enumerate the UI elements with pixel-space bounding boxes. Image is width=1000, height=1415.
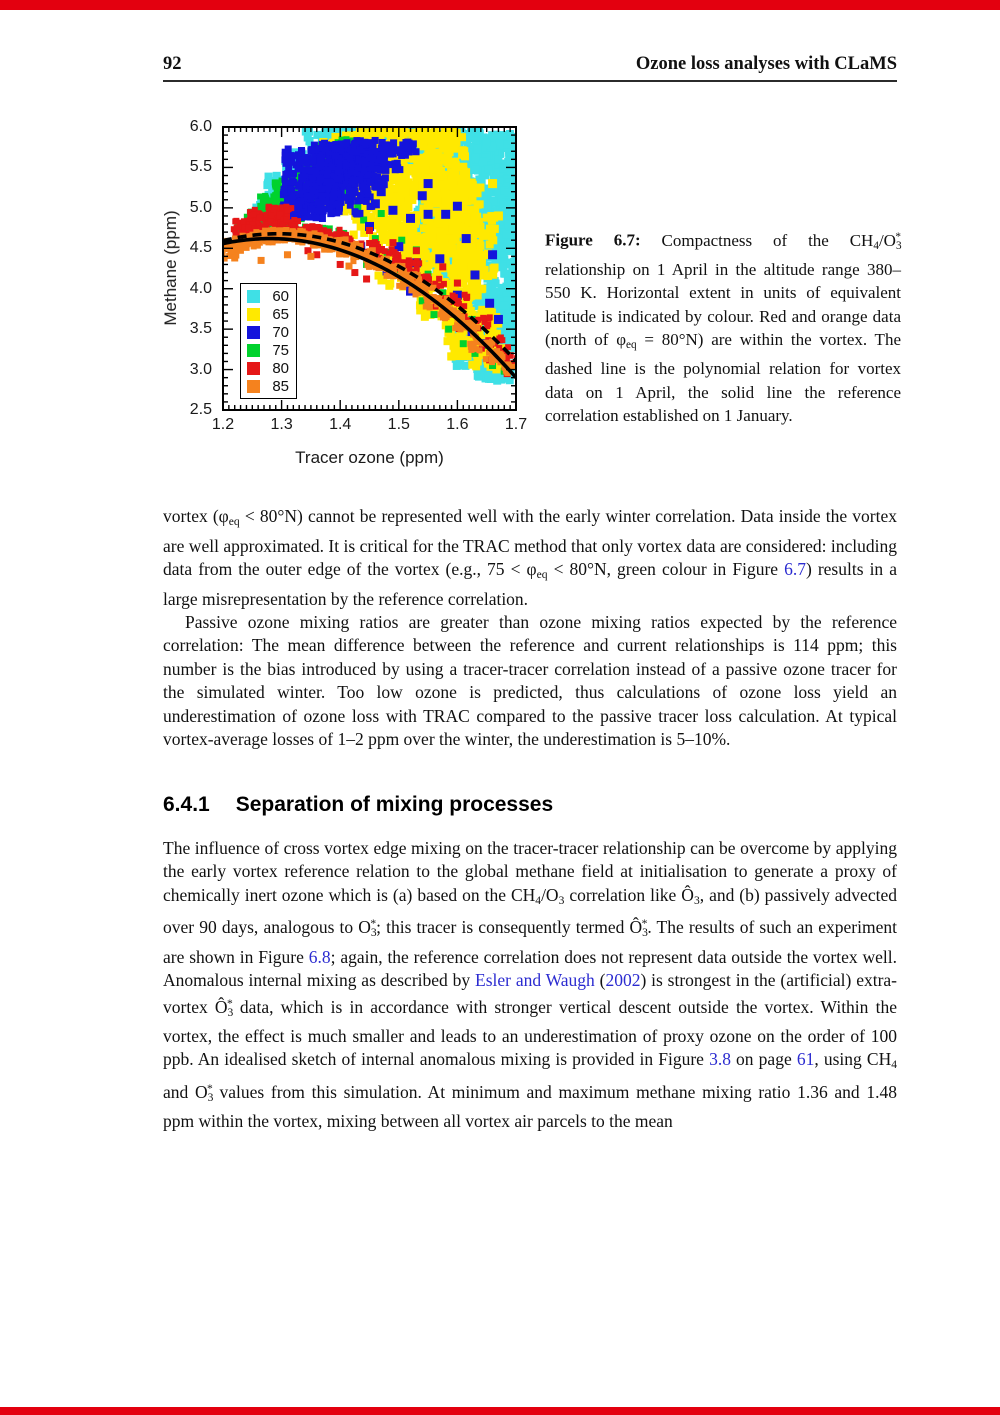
subscript: 3 bbox=[370, 927, 377, 940]
subscript: 3 bbox=[895, 239, 902, 252]
legend-swatch-65 bbox=[247, 308, 260, 321]
legend-label: 85 bbox=[272, 377, 289, 395]
reference-link[interactable]: 2002 bbox=[605, 970, 641, 991]
figure-caption bbox=[545, 226, 901, 427]
legend-item bbox=[241, 341, 296, 359]
legend-item bbox=[241, 359, 296, 377]
legend-swatch-70 bbox=[247, 326, 260, 339]
legend-swatch-60 bbox=[247, 290, 260, 303]
x-tick-label: 1.6 bbox=[446, 416, 469, 433]
y-tick-label: 6.0 bbox=[189, 118, 212, 135]
y-tick-label: 2.5 bbox=[189, 401, 212, 418]
legend-swatch-80 bbox=[247, 362, 260, 375]
legend-label: 80 bbox=[272, 359, 289, 377]
y-tick-label: 5.5 bbox=[189, 158, 212, 176]
legend-item bbox=[241, 287, 296, 305]
y-tick-label: 4.0 bbox=[189, 279, 212, 297]
superscript: * bbox=[895, 231, 901, 243]
subscript: eq bbox=[228, 516, 240, 529]
subscript: eq bbox=[626, 339, 637, 352]
figure-caption-text: Compactness of the $CH_4/O_3^*$ relationship on 1 April in the altitude range 380–550 K. Horizontal extent in units of equivalent latitude is indicated by colour. Red and orange data (north of $\varphi_{eq} = 80^\circ N$) are within the vortex. The dashed line is the polynomial relation for vortex data on 1 April, the solid line the reference correlation established on 1 January. bbox=[545, 230, 902, 425]
section-number: 6.4.1 bbox=[163, 792, 210, 816]
subscript: eq bbox=[536, 569, 548, 582]
page-number: 92 bbox=[163, 54, 182, 74]
paragraph-3: The influence of cross vortex edge mixing on the tracer-tracer relationship can be overcome by applying the early vortex reference relation to the global methane field at initialisation to generate a proxy of chemically inert ozone which is (a) based on the $CH_4/O_3$ correlation like $Ô_3$, and (b) passively advected over 90 days, analogous to $O_3^*$; this tracer is consequently termed $Ô_3^*$. The results of such an experiment are shown in Figure 6.8; again, the reference correlation does not represent data outside the vortex well. Anomalous internal mixing as described by Esler and Waugh (2002) is strongest in the (artificial) extra-vortex $Ô_3^*$ data, which is in accordance with stronger vertical descent outside the vortex. Within the vortex, the effect is much smaller and leads to an underestimation of proxy ozone on the order of 100 ppb. An idealised sketch of internal anomalous mixing is provided in Figure 3.8 on page 61, using $CH_4$ and $O_3^*$ values from this simulation. At minimum and maximum methane mixing ratio 1.36 and 1.48 ppm within the vortex, mixing between all vortex air parcels to the mean bbox=[163, 837, 898, 1132]
figure-caption-label: Figure 6.7: bbox=[545, 230, 641, 250]
x-tick-label: 1.7 bbox=[504, 416, 528, 433]
superscript: * bbox=[370, 918, 377, 931]
header-rule bbox=[163, 80, 897, 82]
legend-item bbox=[241, 377, 296, 395]
x-tick-label: 1.5 bbox=[387, 416, 410, 433]
x-tick-label: 1.3 bbox=[270, 416, 293, 433]
page-header bbox=[163, 54, 897, 75]
y-tick-label: 5.0 bbox=[189, 198, 212, 216]
legend-swatch-85 bbox=[247, 380, 260, 393]
section-heading bbox=[163, 793, 897, 816]
reference-link[interactable]: 6.7 bbox=[784, 559, 806, 580]
x-tick-label: 1.4 bbox=[329, 416, 352, 433]
running-title: Ozone loss analyses with CLaMS bbox=[635, 54, 897, 74]
section-title: Separation of mixing processes bbox=[235, 792, 554, 816]
legend-item bbox=[241, 323, 296, 341]
y-tick-label: 3.5 bbox=[189, 320, 212, 338]
reference-link[interactable]: 3.8 bbox=[709, 1049, 731, 1070]
y-tick-label: 3.0 bbox=[189, 360, 212, 378]
x-axis-title: Tracer ozone (ppm) bbox=[295, 448, 444, 467]
top-red-bar bbox=[0, 0, 1000, 10]
legend-item bbox=[241, 305, 296, 323]
subscript: 4 bbox=[891, 1059, 897, 1072]
paragraph-2: Passive ozone mixing ratios are greater than ozone mixing ratios expected by the reference correlation: The mean difference between the reference and current relationships is 114 ppm; this number is the bias introduced by using a tracer-tracer correlation instead of a passive ozone tracer for the simulated winter. Too low ozone is predicted, thus calculations of ozone loss yield an underestimation of ozone loss with TRAC compared to the passive tracer loss calculation. At typical vortex-average losses of 1–2 ppm over the winter, the underestimation is 5–10%. bbox=[163, 612, 897, 750]
body-text bbox=[163, 505, 897, 1134]
subscript: 3 bbox=[558, 894, 565, 907]
subscript: 4 bbox=[873, 239, 879, 252]
paragraph-1: vortex $(\varphi_{eq} < 80^\circ N)$ cannot be represented well with the early winter correlation. Data inside the vortex are well approximated. It is critical for the TRAC method that only vortex data are considered: including data from the outer edge of the vortex (e.g., $75 < \varphi_{eq} < 80^\circ N$, green colour in Figure 6.7) results in a large misrepresentation by the reference correlation. bbox=[163, 506, 897, 609]
x-tick-label: 1.2 bbox=[211, 416, 235, 433]
plot-legend bbox=[240, 283, 297, 399]
subscript: 4 bbox=[535, 894, 542, 907]
superscript: * bbox=[226, 997, 233, 1010]
reference-link[interactable]: 6.8 bbox=[308, 946, 331, 967]
bottom-red-bar bbox=[0, 1407, 1000, 1415]
reference-link[interactable]: Esler and Waugh bbox=[475, 970, 595, 991]
subscript: 3 bbox=[642, 927, 648, 940]
superscript: * bbox=[641, 918, 648, 931]
legend-label: 70 bbox=[272, 323, 289, 341]
legend-label: 60 bbox=[272, 287, 289, 305]
y-axis-title: Methane (ppm) bbox=[161, 210, 180, 326]
subscript: 3 bbox=[207, 1091, 214, 1104]
subscript: 3 bbox=[693, 894, 700, 907]
legend-swatch-75 bbox=[247, 344, 260, 357]
superscript: * bbox=[207, 1082, 213, 1095]
y-tick-label: 4.5 bbox=[189, 239, 212, 257]
legend-label: 75 bbox=[272, 341, 289, 359]
subscript: 3 bbox=[227, 1006, 234, 1019]
legend-label: 65 bbox=[272, 305, 289, 323]
reference-link[interactable]: 61 bbox=[796, 1049, 815, 1070]
